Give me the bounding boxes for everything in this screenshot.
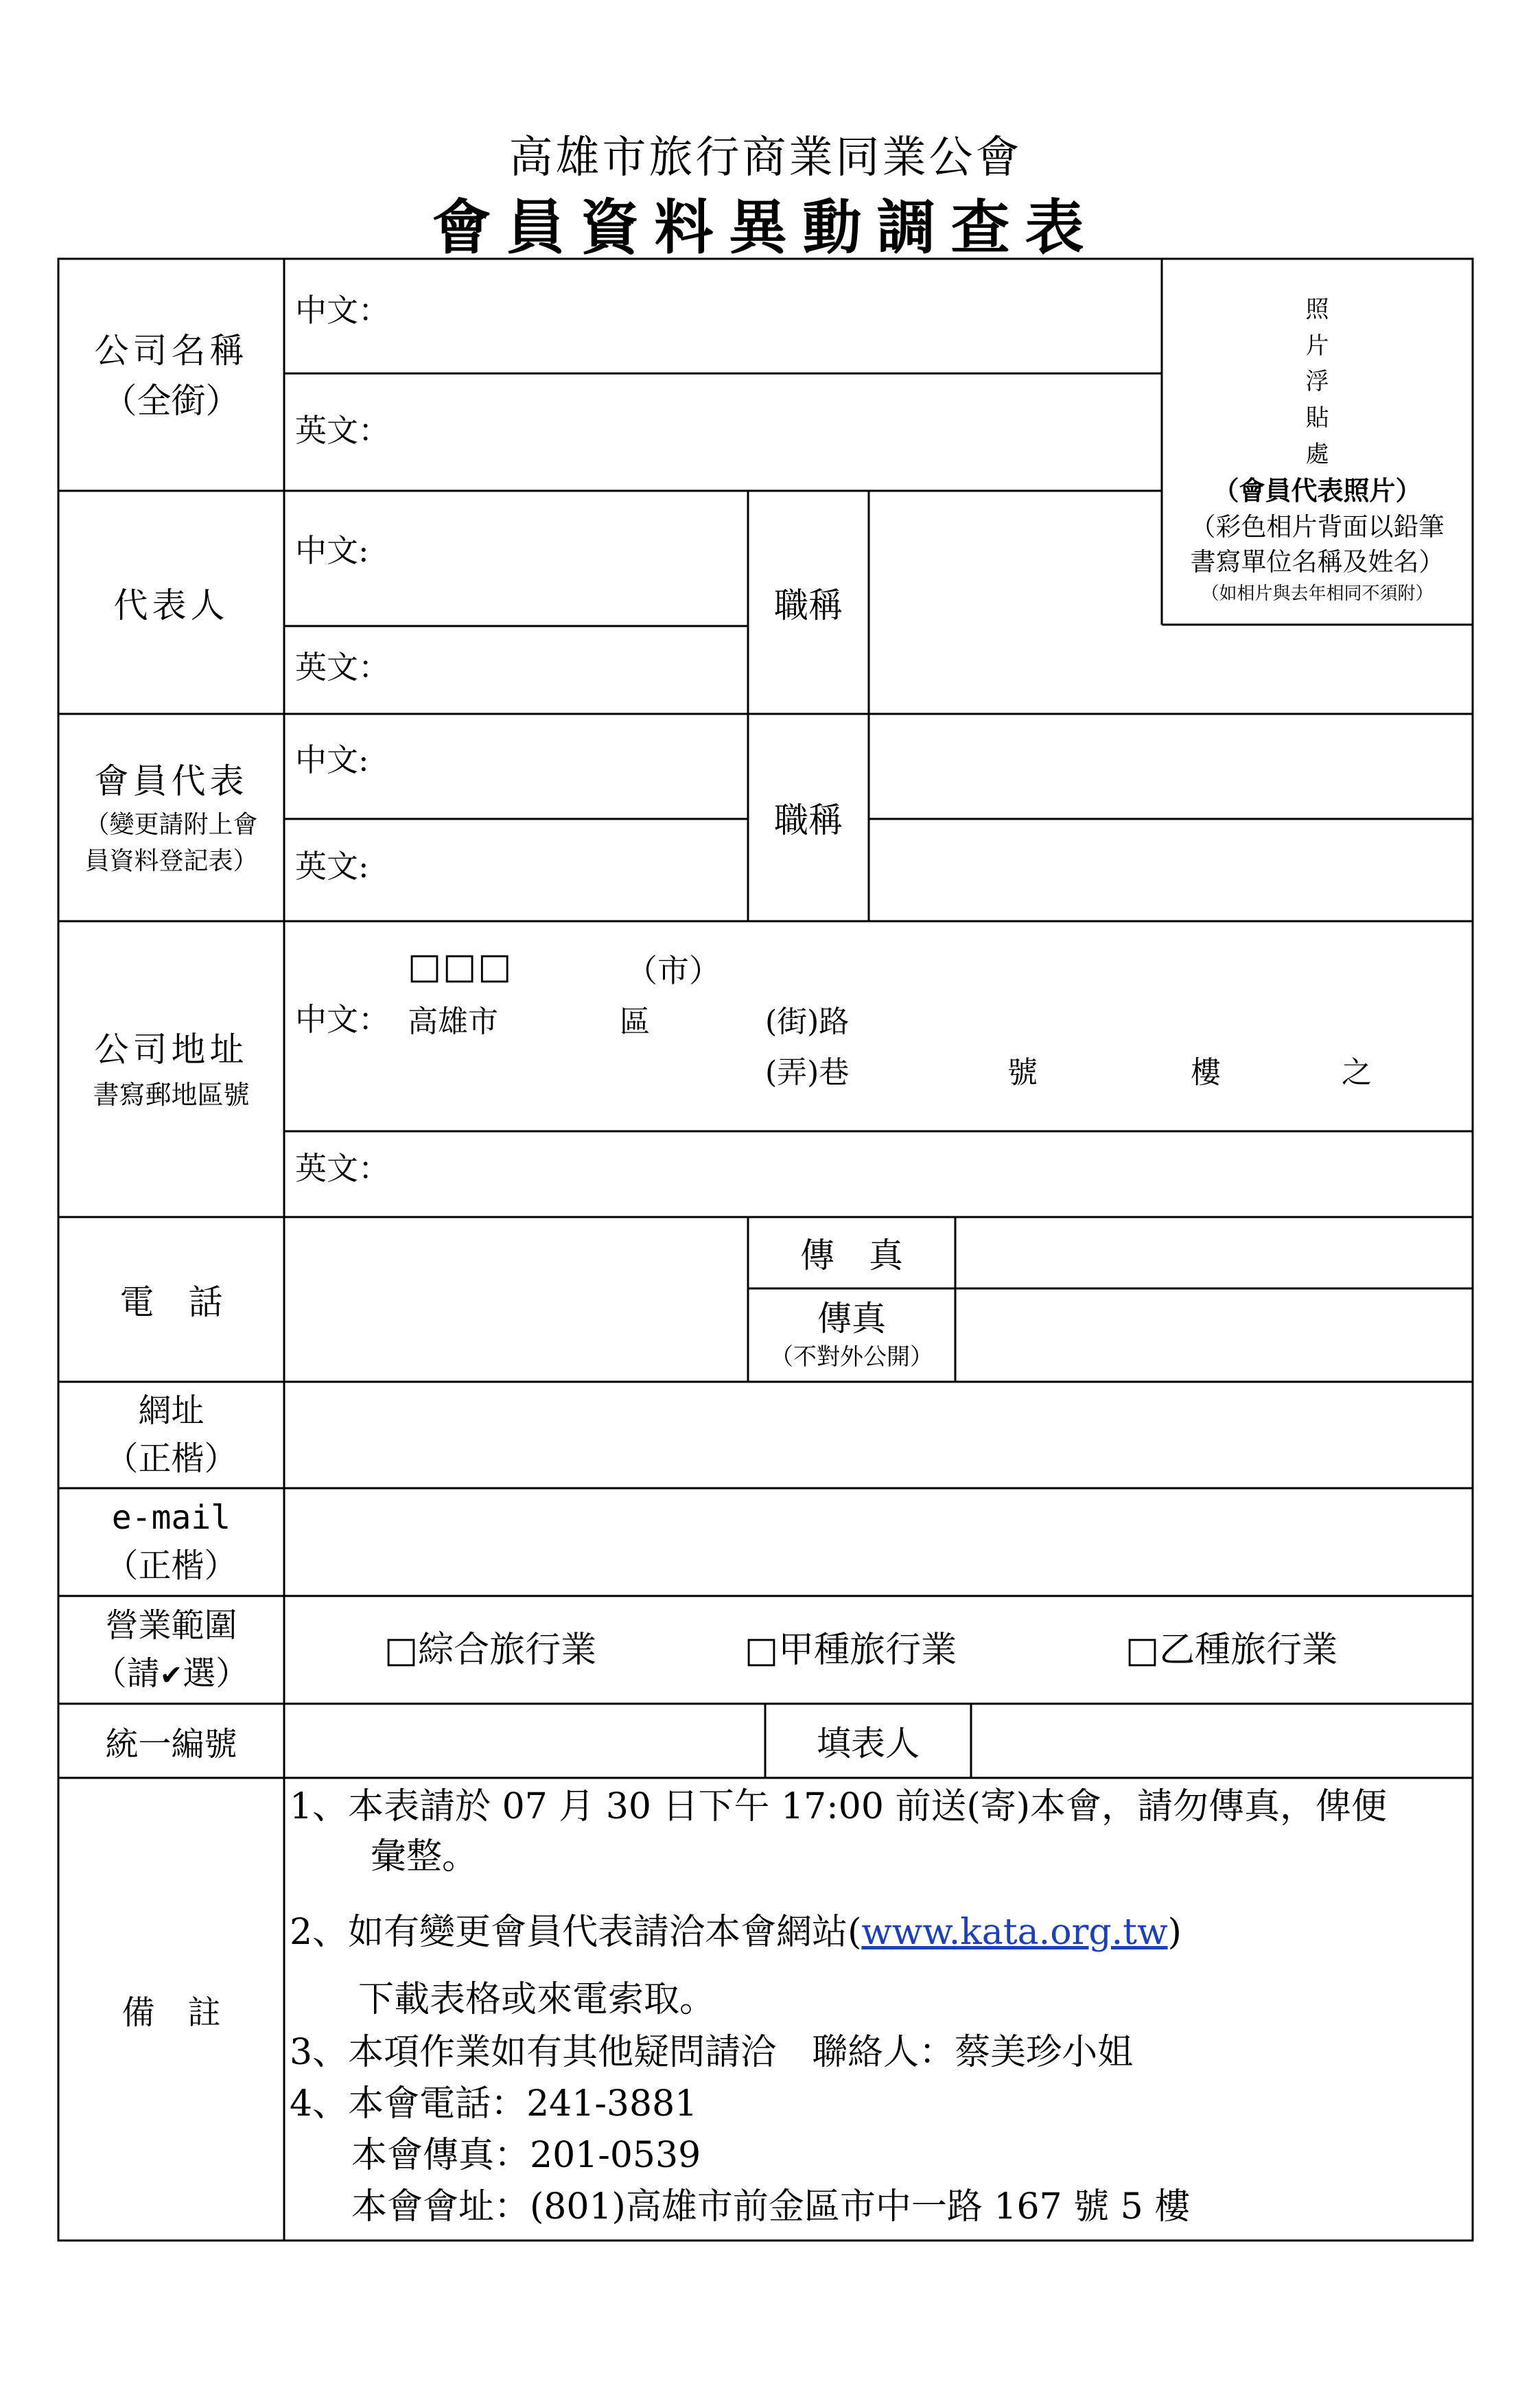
business-scope-sub-prefix: （請 (93, 1654, 160, 1693)
remark-line-4: 4、本會電話：241-3881 (290, 2083, 698, 2125)
phone-label-cell (58, 1217, 284, 1382)
representative-title-field[interactable] (872, 494, 1160, 625)
form-title: 會員資料異動調查表 (432, 193, 1099, 262)
tax-id-label-cell (58, 1704, 284, 1778)
filler-label: 填表人 (817, 1724, 920, 1763)
photo-caption-1: （會員代表照片） (1213, 475, 1422, 507)
option-comprehensive-travel[interactable]: □綜合旅行業 (384, 1630, 597, 1671)
business-scope-sub (94, 1650, 249, 1698)
option-class-a-travel[interactable]: □甲種旅行業 (745, 1630, 957, 1671)
remark-line-2 (290, 1908, 1182, 1956)
fax-private-field[interactable] (959, 1292, 1469, 1378)
photo-char-4: 貼 (1305, 404, 1329, 432)
filler-field[interactable] (974, 1708, 1469, 1774)
address-district: 區 (620, 1004, 650, 1039)
remark-line-1: 1、本表請於 07 月 30 日下午 17:00 前送(寄)本會，請勿傳真，俾便 (290, 1786, 1388, 1827)
photo-caption-3: 書寫單位名稱及姓名） (1190, 547, 1445, 577)
remark-line-2-suffix: ) (1167, 1912, 1182, 1953)
email-label-cell (58, 1488, 284, 1596)
member-rep-chinese-label: 中文: (295, 741, 369, 778)
address-floor: 樓 (1191, 1055, 1221, 1090)
website-sub: （正楷） (105, 1439, 237, 1478)
fax-label: 傳 真 (800, 1236, 903, 1275)
tax-id-field[interactable] (288, 1708, 762, 1774)
website-label-cell (58, 1382, 284, 1488)
company-name-label-cell (58, 259, 284, 491)
photo-char-3: 浮 (1305, 368, 1329, 396)
fax-field[interactable] (959, 1220, 1469, 1285)
representative-label-cell (58, 491, 284, 714)
representative-english-field[interactable] (384, 632, 741, 707)
company-name-english-field[interactable] (384, 384, 1153, 481)
fax-private-label-cell (748, 1288, 955, 1382)
representative-title-field-2[interactable] (872, 628, 1469, 710)
email-sub: （正楷） (105, 1546, 237, 1585)
representative-label: 代表人 (113, 585, 229, 625)
photo-char-5: 處 (1305, 440, 1329, 468)
address-sub: 書寫郵地區號 (93, 1079, 250, 1110)
remarks-label: 備 註 (121, 1993, 221, 2032)
business-scope-label: 營業範圍 (105, 1606, 237, 1645)
email-label: e-mail (111, 1498, 231, 1537)
address-lane: (弄)巷 (765, 1055, 850, 1090)
fax-label-cell (748, 1217, 955, 1288)
remarks-label-cell (58, 1778, 284, 2241)
address-english-field[interactable] (384, 1136, 1469, 1212)
tax-id-label: 統一編號 (105, 1724, 237, 1763)
member-rep-label-cell (58, 714, 284, 921)
phone-field[interactable] (288, 1222, 745, 1378)
address-english-label: 英文： (295, 1150, 390, 1187)
member-rep-note-2: 員資料登記表） (84, 846, 258, 875)
address-label-cell (58, 921, 284, 1217)
remark-line-3: 3、本項作業如有其他疑問請洽 聯絡人：蔡美珍小姐 (290, 2032, 1134, 2073)
member-rep-chinese-field[interactable] (384, 724, 741, 810)
address-city-paren: （市） (626, 952, 721, 989)
company-name-label: 公司名稱 (94, 330, 248, 371)
member-rep-title-label: 職稱 (774, 800, 843, 840)
photo-caption-4: （如相片與去年相同不須附） (1201, 583, 1434, 605)
website-link[interactable]: www.kata.org.tw (861, 1912, 1168, 1953)
representative-chinese-field[interactable] (384, 501, 741, 618)
member-rep-english-label: 英文: (295, 848, 369, 885)
address-of: 之 (1342, 1055, 1372, 1090)
check-mark-icon: ✔ (159, 1659, 183, 1691)
photo-char-2: 片 (1305, 332, 1329, 360)
business-scope-sub-suffix: 選） (183, 1654, 249, 1693)
member-rep-english-field[interactable] (384, 827, 741, 913)
postal-code-boxes[interactable]: □□□ (408, 946, 513, 987)
company-name-sub: （全銜） (102, 380, 240, 421)
address-chinese-label: 中文： (295, 1001, 390, 1038)
photo-box[interactable] (1162, 259, 1473, 625)
company-name-chinese-field[interactable] (384, 275, 1153, 364)
address-number: 號 (1007, 1055, 1038, 1090)
remark-line-2b: 下載表格或來電索取。 (358, 1979, 716, 2020)
option-class-b-travel[interactable]: □乙種旅行業 (1125, 1630, 1338, 1671)
address-label: 公司地址 (94, 1029, 248, 1069)
website-label: 網址 (138, 1391, 204, 1430)
member-rep-title-field-2[interactable] (872, 822, 1469, 918)
member-rep-note-1: （變更請附上會 (84, 811, 258, 840)
company-name-chinese-label: 中文： (295, 292, 390, 329)
remark-line-2-prefix: 2、如有變更會員代表請洽本會網站( (290, 1912, 862, 1953)
photo-caption-2: （彩色相片背面以鉛筆 (1190, 511, 1445, 542)
representative-chinese-label: 中文: (295, 532, 369, 569)
remark-line-6: 本會會址：(801)高雄市前金區市中一路 167 號 5 樓 (351, 2186, 1191, 2227)
phone-label: 電 話 (119, 1282, 223, 1322)
remark-line-5: 本會傳真：201-0539 (351, 2135, 701, 2176)
fax-private-note: （不對外公開） (770, 1343, 933, 1371)
representative-english-label: 英文： (295, 649, 390, 686)
representative-title-label: 職稱 (774, 585, 843, 625)
business-scope-label-cell (58, 1596, 284, 1704)
address-city: 高雄市 (408, 1004, 498, 1039)
association-name: 高雄市旅行商業同業公會 (509, 132, 1022, 183)
representative-title-label-cell (748, 491, 869, 714)
email-field[interactable] (288, 1493, 1469, 1592)
fax-private-label: 傳真 (817, 1298, 886, 1339)
photo-char-1: 照 (1305, 296, 1329, 323)
remark-line-1b: 彙整。 (371, 1836, 478, 1877)
member-rep-label: 會員代表 (94, 761, 248, 802)
website-field[interactable] (288, 1387, 1469, 1484)
member-rep-title-label-cell (748, 714, 869, 921)
filler-label-cell (765, 1704, 971, 1778)
company-name-english-label: 英文： (295, 412, 390, 449)
member-rep-title-field[interactable] (872, 717, 1469, 817)
address-street: (街)路 (765, 1004, 850, 1039)
